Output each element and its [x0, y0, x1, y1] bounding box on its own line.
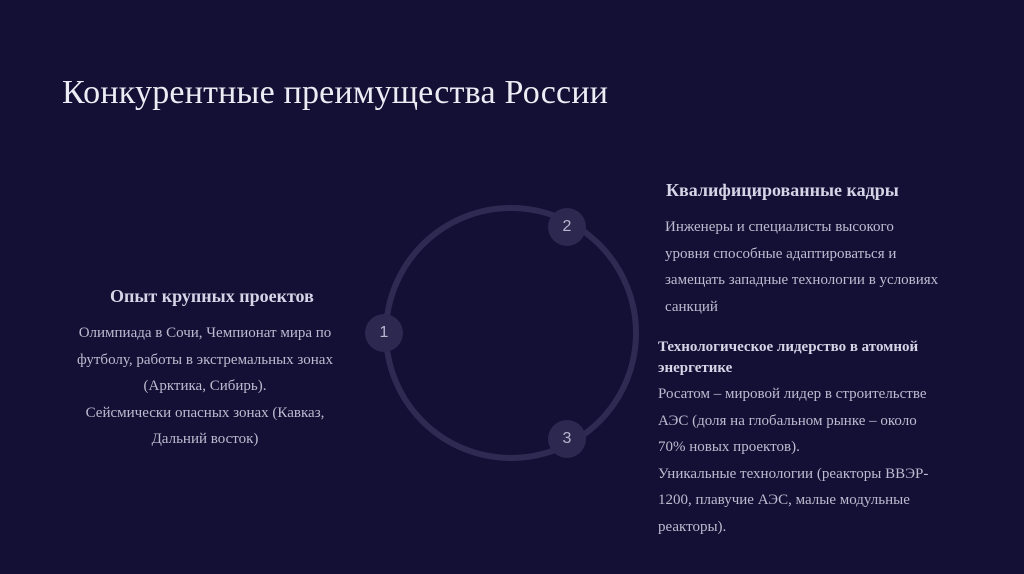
item-2-text — [665, 214, 995, 320]
item-1-heading: Опыт крупных проектов — [110, 286, 314, 306]
item-1-text — [55, 320, 355, 453]
item-1-line: (Арктика, Сибирь). — [143, 378, 267, 394]
item-1-line: Сейсмически опасных зонах (Кавказ, — [85, 404, 325, 421]
item-1-line: Дальний восток) — [151, 431, 259, 447]
item-2-line: замещать западные технологии в условиях — [665, 272, 939, 288]
item-3-text — [658, 381, 988, 540]
item-2-line: санкций — [665, 298, 718, 315]
slide-title: Конкурентные преимущества России — [62, 74, 609, 111]
badge-1-number: 1 — [379, 324, 389, 341]
item-1-line: Олимпиада в Сочи, Чемпионат мира по — [78, 325, 332, 341]
item-3-heading-line: энергетике — [658, 360, 733, 376]
badge-3-number: 3 — [562, 430, 572, 447]
item-2-heading: Квалифицированные кадры — [666, 180, 899, 200]
item-3-heading-line: Технологическое лидерство в атомной — [658, 339, 919, 355]
item-3-line: Росатом – мировой лидер в строительстве — [658, 386, 927, 402]
item-3-line: АЭС (доля на глобальном рынке – около — [658, 412, 917, 429]
item-2-line: уровня способные адаптироваться и — [665, 245, 897, 262]
item-3-line: 70% новых проектов). — [658, 439, 800, 455]
item-3-heading — [658, 337, 918, 379]
item-3-line: 1200, плавучие АЭС, малые модульные — [658, 492, 910, 508]
badge-2-number: 2 — [562, 218, 572, 235]
item-2-line: Инженеры и специалисты высокого — [665, 219, 894, 235]
item-1-line: футболу, работы в экстремальных зонах — [77, 351, 333, 368]
item-3-line: реакторы). — [658, 518, 727, 535]
item-3-line: Уникальные технологии (реакторы ВВЭР- — [658, 465, 929, 482]
cycle-ring — [386, 208, 636, 458]
